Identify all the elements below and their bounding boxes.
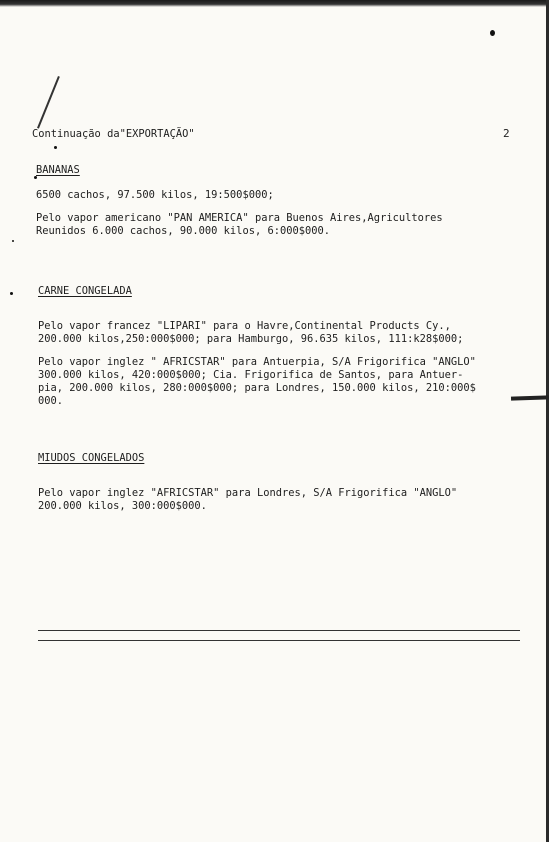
separator-line — [38, 630, 520, 631]
scan-speck — [54, 146, 57, 149]
text-line: 300.000 kilos, 420:000$000; Cia. Frigorifica de Santos, para Antuer- — [38, 369, 464, 381]
page-number: 2 — [503, 127, 510, 140]
section-heading-miudos-congelados: MIUDOS CONGELADOS — [38, 452, 145, 464]
text-line: 000. — [38, 395, 64, 407]
scan-edge-mark — [511, 395, 549, 400]
text-line: pia, 200.000 kilos, 280:000$000; para Londres, 150.000 kilos, 210:000$ — [38, 382, 476, 394]
section-heading-bananas: BANANAS — [36, 164, 80, 176]
text-line: Reunidos 6.000 cachos, 90.000 kilos, 6:000$000. — [36, 225, 331, 237]
scan-speck — [10, 292, 13, 295]
text-line: Pelo vapor inglez " AFRICSTAR" para Antuerpia, S/A Frigorifica "ANGLO" — [38, 356, 476, 368]
scan-speck — [490, 30, 495, 36]
text-line: 200.000 kilos,250:000$000; para Hamburgo, 96.635 kilos, 111:k28$000; — [38, 333, 464, 345]
handwritten-margin-stroke — [37, 76, 60, 129]
continuation-header: Continuação da"EXPORTAÇÃO" — [32, 128, 195, 140]
text-line: 6500 cachos, 97.500 kilos, 19:500$000; — [36, 189, 274, 201]
text-line: Pelo vapor francez "LIPARI" para o Havre,Continental Products Cy., — [38, 320, 451, 332]
text-line: 200.000 kilos, 300:000$000. — [38, 500, 207, 512]
text-line: Pelo vapor americano "PAN AMERICA" para Buenos Aires,Agricultores — [36, 212, 443, 224]
scan-speck — [12, 240, 14, 242]
separator-line — [38, 640, 520, 641]
section-heading-carne-congelada: CARNE CONGELADA — [38, 285, 132, 297]
scan-top-border — [0, 0, 549, 7]
text-line: Pelo vapor inglez "AFRICSTAR" para Londres, S/A Frigorifica "ANGLO" — [38, 487, 458, 499]
